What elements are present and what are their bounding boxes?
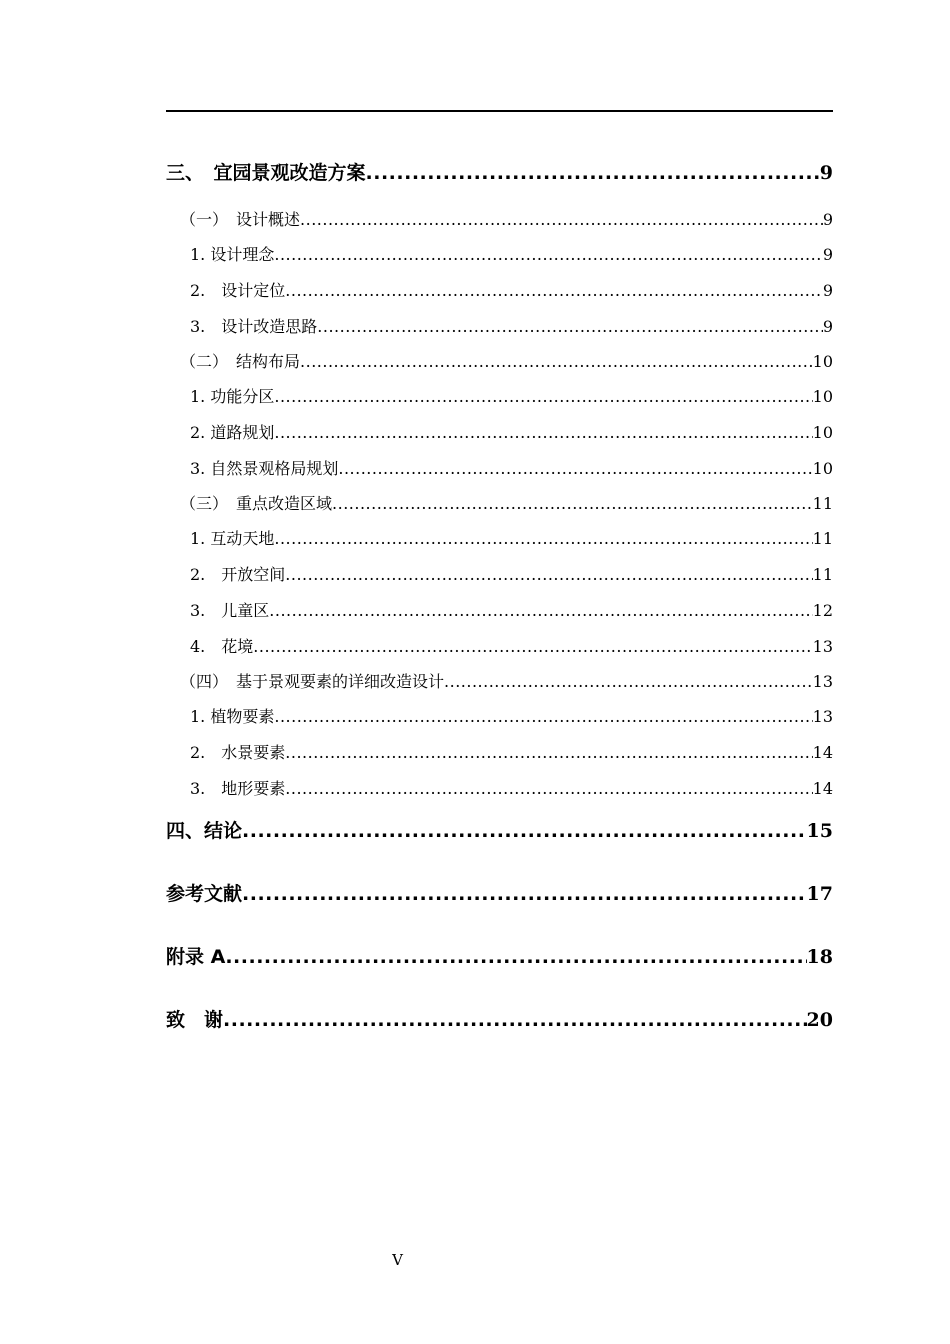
toc-entry-appendix-a[interactable] [166,942,833,972]
toc-entry-3-3[interactable] [166,487,833,521]
dot-leader [332,487,813,521]
toc-entry-title: 3. 儿童区 [190,601,270,620]
toc-entry-page: 20 [806,1009,833,1031]
toc-entry-3-1[interactable] [166,203,833,237]
toc-entry-3-1-1[interactable] [166,237,833,273]
toc-entry-page: 10 [812,352,833,371]
toc-entry-page: 11 [812,565,833,584]
toc-entry-3-3-1[interactable] [166,521,833,557]
dot-leader [285,771,812,807]
page-number: V [392,1251,403,1269]
toc-entry-title: 3. 自然景观格局规划 [190,459,339,478]
toc-entry-title: 2. 设计定位 [190,281,286,300]
toc-entry-page: 9 [822,317,833,336]
dot-leader [300,203,823,237]
toc-entry-3-2-2[interactable] [166,415,833,451]
toc-entry-title: 3. 地形要素 [190,779,286,798]
dot-leader [444,665,813,699]
header-rule [166,110,833,112]
dot-leader [269,593,812,629]
toc-entry-3-4-2[interactable] [166,735,833,771]
toc-entry-3-1-3[interactable] [166,309,833,345]
toc-entry-3-2-1[interactable] [166,379,833,415]
toc-entry-title: 四、结论 [166,820,243,842]
dot-leader [223,1005,807,1035]
toc-entry-page: 13 [812,707,833,726]
dot-leader [285,735,812,771]
toc-entry-title: （三） 重点改造区域 [180,494,333,513]
toc-entry-page: 9 [819,162,833,184]
toc-entry-title: 2. 道路规划 [190,423,275,442]
toc-entry-references[interactable] [166,879,833,909]
toc-entry-title: （四） 基于景观要素的详细改造设计 [180,672,445,691]
toc-entry-title: 三、 宜园景观改造方案 [166,162,366,184]
toc-entry-3-2-3[interactable] [166,451,833,487]
toc-entry-title: 1. 设计理念 [190,245,275,264]
toc-entry-3-4[interactable] [166,665,833,699]
toc-entry-title: 致 谢 [166,1009,224,1031]
toc-entry-title: 1. 植物要素 [190,707,275,726]
toc-entry-page: 10 [812,459,833,478]
dot-leader [274,521,812,557]
dot-leader [317,309,823,345]
toc-entry-page: 10 [812,423,833,442]
toc-entry-page: 14 [812,779,833,798]
toc-entry-title: 1. 功能分区 [190,387,275,406]
toc-entry-title: 4. 花境 [190,637,254,656]
toc-entry-title: 2. 开放空间 [190,565,286,584]
toc-entry-page: 10 [812,387,833,406]
toc-entry-page: 9 [822,281,833,300]
toc-entry-title: 3. 设计改造思路 [190,317,318,336]
toc-entry-title: （二） 结构布局 [180,352,301,371]
dot-leader [285,557,812,593]
toc-entry-title: 2. 水景要素 [190,743,286,762]
dot-leader [274,415,812,451]
toc-entry-title: 附录 A [166,946,226,968]
toc-entry-acknowledgements[interactable] [166,1005,833,1035]
toc-entry-page: 9 [822,210,833,229]
toc-entry-3-3-4[interactable] [166,629,833,665]
toc-entry-3-2[interactable] [166,345,833,379]
toc-entry-page: 17 [806,883,833,905]
toc-entry-chapter-3[interactable] [166,158,833,188]
toc-entry-3-4-1[interactable] [166,699,833,735]
toc-entry-page: 14 [812,743,833,762]
dot-leader [274,237,822,273]
toc-entry-3-3-3[interactable] [166,593,833,629]
toc-entry-page: 18 [806,946,833,968]
toc-entry-page: 13 [812,637,833,656]
dot-leader [274,699,812,735]
toc-entry-chapter-4[interactable] [166,816,833,846]
dot-leader [366,158,820,188]
dot-leader [242,816,807,846]
dot-leader [274,379,812,415]
table-of-contents [166,150,833,1035]
toc-entry-page: 15 [806,820,833,842]
toc-entry-title: 1. 互动天地 [190,529,275,548]
dot-leader [338,451,812,487]
toc-entry-page: 12 [812,601,833,620]
toc-entry-page: 13 [812,672,833,691]
toc-entry-page: 9 [822,245,833,264]
toc-entry-3-4-3[interactable] [166,771,833,807]
dot-leader [253,629,812,665]
dot-leader [300,345,813,379]
toc-entry-3-3-2[interactable] [166,557,833,593]
toc-entry-page: 11 [812,494,833,513]
toc-entry-title: 参考文献 [166,883,243,905]
toc-entry-title: （一） 设计概述 [180,210,301,229]
dot-leader [225,942,806,972]
toc-entry-page: 11 [812,529,833,548]
dot-leader [285,273,823,309]
dot-leader [242,879,807,909]
toc-entry-3-1-2[interactable] [166,273,833,309]
